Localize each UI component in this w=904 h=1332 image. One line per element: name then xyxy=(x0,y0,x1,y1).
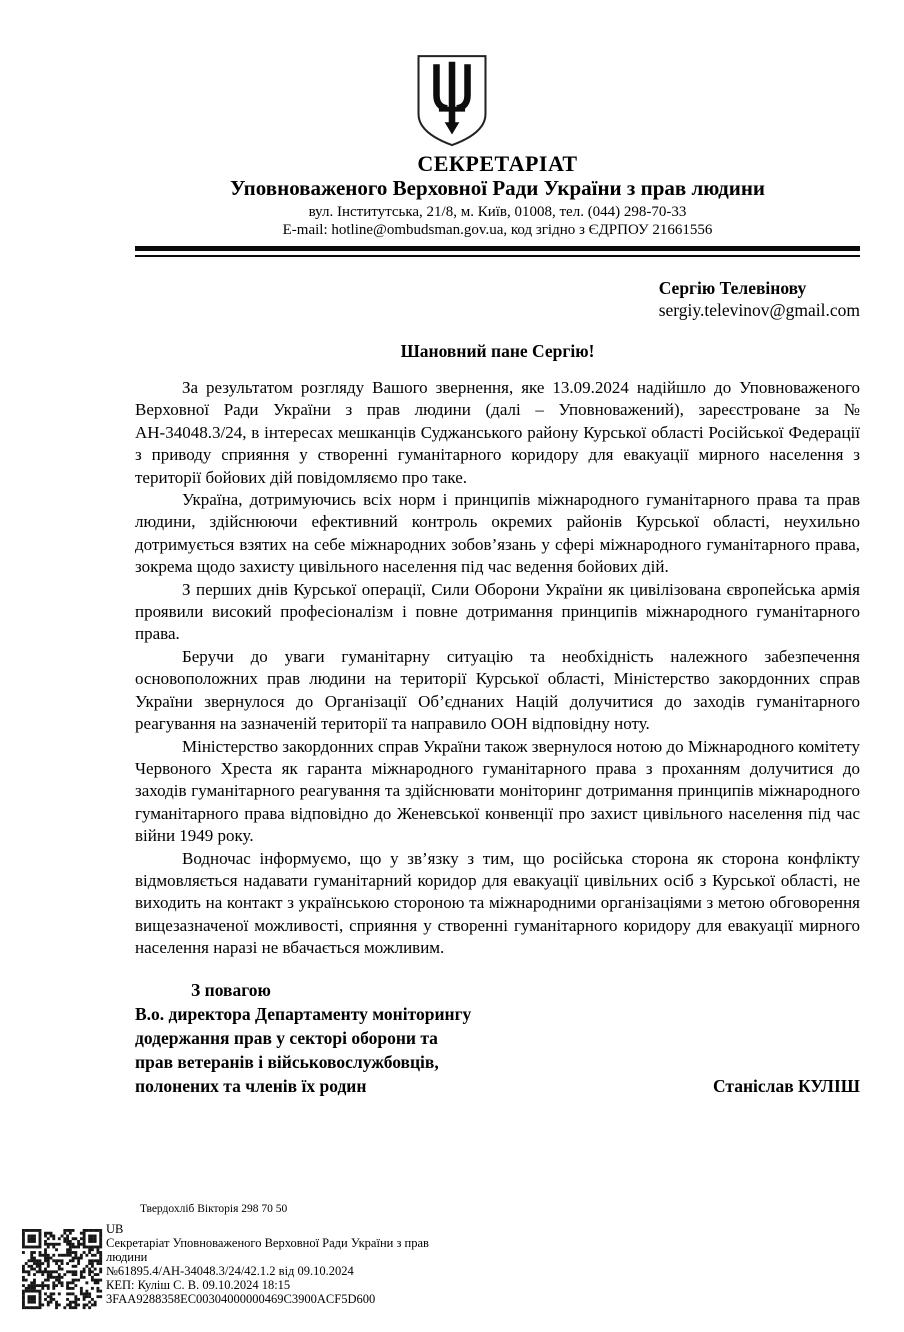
letter-page xyxy=(0,52,904,1332)
executor-contact: Твердохліб Вікторія 298 70 50 xyxy=(140,1203,288,1215)
body-paragraph-4: Беручи до уваги гуманітарну ситуацію та необхідність належного забезпечення основоположних прав людини на території Курської області, Міністерство закордонних справ України звернулося до Організації Об’єднаних Націй долучитися до заходів гуманітарного реагування на зазначеній території та направило ООН відповідну ноту. xyxy=(135,646,860,734)
stamp-line-reg-number: №61895.4/АН-34048.3/24/42.1.2 від 09.10.2024 xyxy=(106,1264,354,1278)
body-paragraph-2: Україна, дотримуючись всіх норм і принципів міжнародного гуманітарного права та прав людини, здійснюючи ефективний контроль окремих районів Курської області, неухильно дотримується взятих на себе міжнародних зобов’язань у сфері міжнародного гуманітарного права, зокрема щодо захисту цивільного населення під час ведення бойових дій. xyxy=(135,490,860,577)
signature-title-line-2: додержання прав у секторі оборони та xyxy=(135,1027,438,1048)
body-paragraph-1: За результатом розгляду Вашого звернення, яке 13.09.2024 надійшло до Уповноваженого Верховної Ради України з прав людини (далі – Уповноважений), зареєстроване за № АН-34048.3/24, в інтересах мешканців Суджанського району Курської області Російської Федерації з приводу сприяння у створенні гуманітарного коридору для евакуації мирного населення з території бойових дій повідомляємо про таке. xyxy=(135,378,860,487)
registration-stamp xyxy=(106,1222,429,1306)
signature-title-line-1: В.о. директора Департаменту моніторингу xyxy=(135,1003,472,1024)
stamp-line-org-2: людини xyxy=(106,1250,148,1264)
org-name-primary: СЕКРЕТАРІАТ xyxy=(417,151,578,176)
org-email-line: E-mail: hotline@ombudsman.gov.ua, код згідно з ЄДРПОУ 21661556 xyxy=(282,222,713,238)
signature-closing: З повагою xyxy=(191,979,271,1000)
qr-code-icon xyxy=(22,1228,102,1310)
signatory-name: Станіслав КУЛІШ xyxy=(712,1075,860,1096)
ukraine-trident-emblem-icon xyxy=(411,52,493,150)
letterhead-divider xyxy=(135,246,860,257)
stamp-line-org-1: Секретаріат Уповноваженого Верховної Ради України з прав xyxy=(106,1236,429,1250)
body-paragraph-6: Водночас інформуємо, що у зв’язку з тим, що російська сторона як сторона конфлікту відмовляється надавати гуманітарний коридор для евакуації цивільних осіб з Курської області, не виходить на контакт з українською стороною та міжнародними організаціями з метою обговорення вищезазначеної можливості, сприяння у створенні гуманітарного коридору для евакуації мирного населення наразі не вбачається можливим. xyxy=(135,848,860,958)
stamp-line-ub: UB xyxy=(106,1222,124,1236)
stamp-line-hash: 3FAA9288358EC00304000000469C3900ACF5D600 xyxy=(106,1292,376,1306)
body-paragraph-5: Міністерство закордонних справ України також звернулося нотою до Міжнародного комітету Червоного Хреста як гаранта міжнародного гуманітарного права з проханням долучитися до заходів гуманітарного реагування та здійснювати моніторинг дотримання принципів міжнародного гуманітарного права відповідно до Женевської конвенції про захист цивільного населення під час війни 1949 року. xyxy=(135,736,860,846)
recipient-block xyxy=(659,277,860,322)
salutation: Шановний пане Сергію! xyxy=(400,341,595,361)
body-paragraph-3: З перших днів Курської операції, Сили Оборони України як цивілізована європейська армія проявили високий професіоналізм і повне дотримання принципів міжнародного гуманітарного права. xyxy=(135,579,860,644)
letter-body xyxy=(135,377,860,960)
org-name-secondary: Уповноваженого Верховної Ради України з прав людини xyxy=(229,176,766,200)
signature-title-line-3: прав ветеранів і військовослужбовців, xyxy=(135,1051,439,1072)
stamp-line-signature-info: КЕП: Куліш С. В. 09.10.2024 18:15 xyxy=(106,1278,291,1292)
signature-block xyxy=(135,978,860,1098)
signature-title-line-4: полонених та членів їх родин xyxy=(135,1075,367,1096)
recipient-email: sergiy.televinov@gmail.com xyxy=(658,300,860,320)
letterhead xyxy=(0,52,904,257)
org-address-line: вул. Інститутська, 21/8, м. Київ, 01008, тел. (044) 298-70-33 xyxy=(308,204,687,220)
recipient-name: Сергію Телевінову xyxy=(658,278,807,298)
